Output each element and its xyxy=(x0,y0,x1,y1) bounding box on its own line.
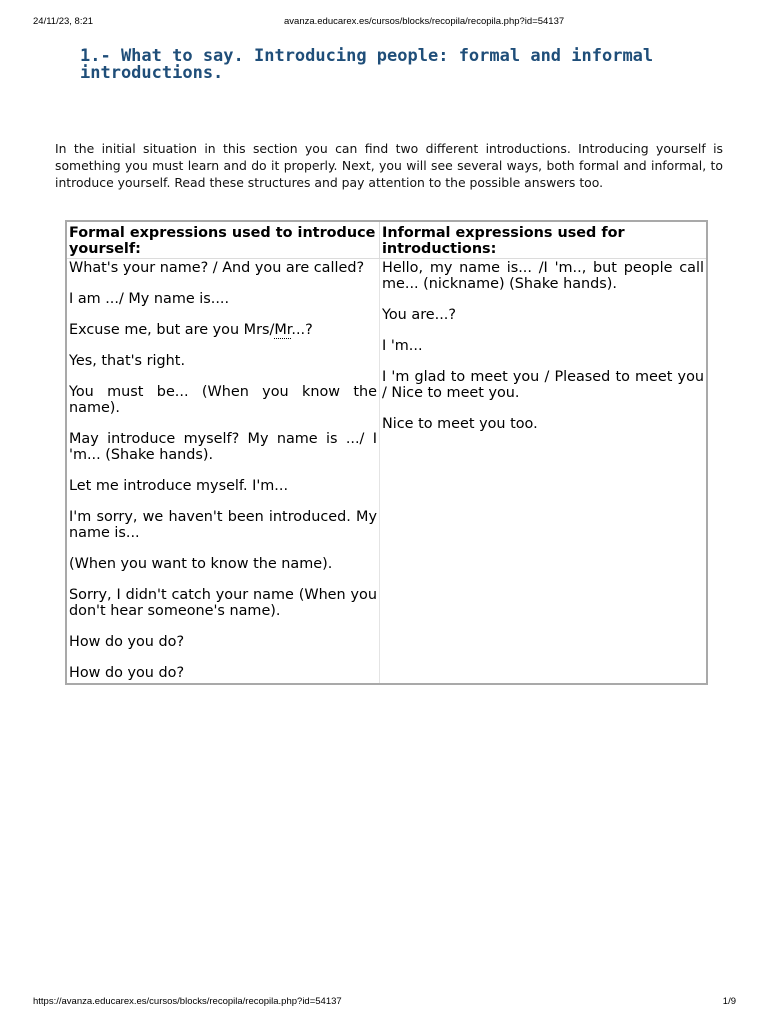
footer-url: https://avanza.educarex.es/cursos/blocks/recopila/recopila.php?id=54137 xyxy=(33,996,342,1007)
formal-expression: Sorry, I didn't catch your name (When you don't hear someone's name). xyxy=(69,587,377,619)
formal-expression-part: ...? xyxy=(291,322,313,338)
table-row xyxy=(67,259,706,684)
page-title: 1.- What to say. Introducing people: formal and informal introductions. xyxy=(80,46,654,83)
formal-header: Formal expressions used to introduce yourself: xyxy=(67,222,380,259)
print-url: avanza.educarex.es/cursos/blocks/recopila/recopila.php?id=54137 xyxy=(284,16,565,27)
mr-abbreviation: Mr xyxy=(274,322,292,338)
page-number: 1/9 xyxy=(722,996,736,1007)
formal-expression: Let me introduce myself. I'm... xyxy=(69,478,289,494)
formal-expression: How do you do? xyxy=(69,634,185,650)
formal-expression: May introduce myself? My name is .../ I 'm... (Shake hands). xyxy=(69,431,377,463)
informal-column xyxy=(380,259,707,684)
informal-expression: I 'm glad to meet you / Pleased to meet you / Nice to meet you. xyxy=(382,369,704,401)
formal-column xyxy=(67,259,380,684)
formal-expression xyxy=(69,322,377,338)
informal-expression: You are...? xyxy=(382,307,457,323)
formal-expression: I'm sorry, we haven't been introduced. My name is... xyxy=(69,509,377,541)
formal-expression: How do you do? xyxy=(69,665,185,681)
formal-expression: What's your name? / And you are called? xyxy=(69,260,365,276)
formal-expression: I am .../ My name is.... xyxy=(69,291,230,307)
informal-header: Informal expressions used for introductions: xyxy=(380,222,707,259)
formal-expression: (When you want to know the name). xyxy=(69,556,333,572)
informal-expression: I 'm... xyxy=(382,338,423,354)
intro-paragraph: In the initial situation in this section you can find two different introductions. Introducing yourself is something you must learn and do it properly. Next, you will see several ways, both formal and informal, to introduce yourself. Read these structures and pay attention to the possible answers too. xyxy=(55,141,723,190)
formal-expression: You must be... (When you know the name). xyxy=(69,384,377,416)
informal-expression: Nice to meet you too. xyxy=(382,416,538,432)
print-date: 24/11/23, 8:21 xyxy=(33,16,94,27)
expressions-table xyxy=(67,222,706,683)
informal-expression: Hello, my name is... /I 'm.., but people call me... (nickname) (Shake hands). xyxy=(382,260,704,292)
formal-expression-part: Excuse me, but are you Mrs/ xyxy=(69,322,275,338)
formal-expression: Yes, that's right. xyxy=(69,353,186,369)
expressions-table-frame xyxy=(65,220,708,685)
table-header-row xyxy=(67,222,706,259)
